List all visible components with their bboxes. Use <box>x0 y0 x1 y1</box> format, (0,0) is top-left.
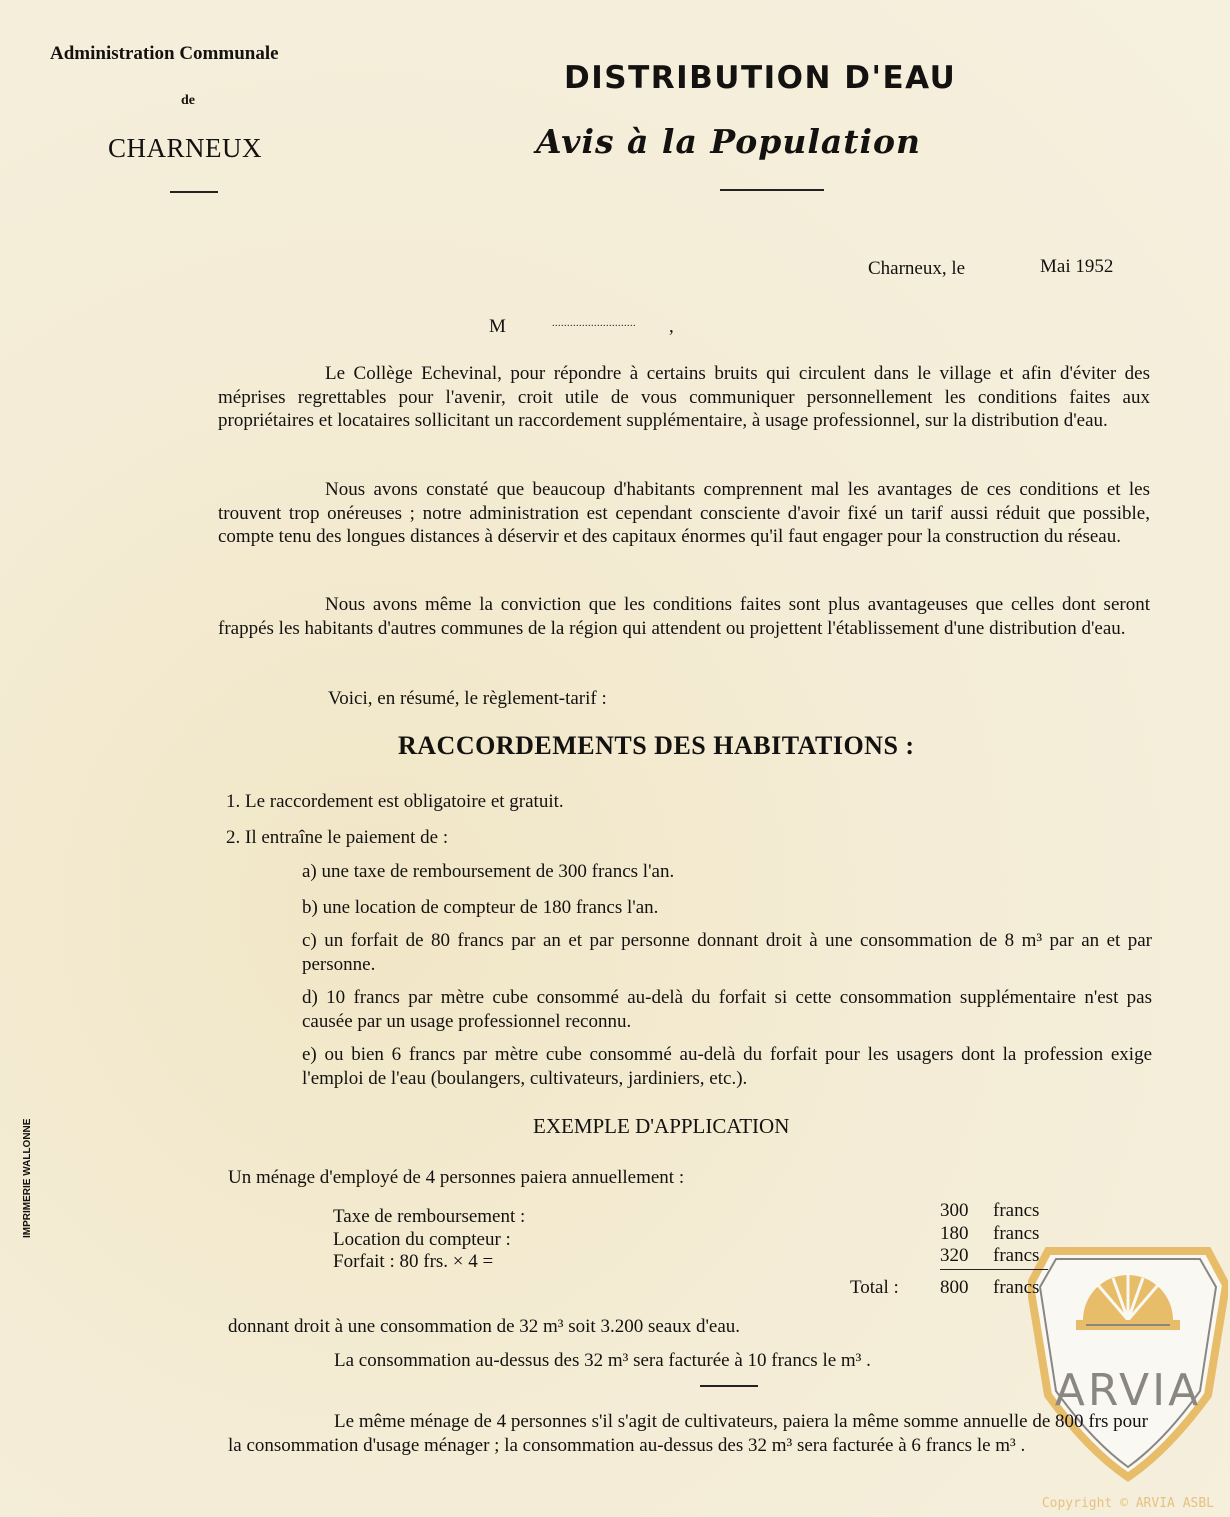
addressee-blank: ............................ <box>552 318 636 329</box>
dateline-date: Mai 1952 <box>1040 256 1114 277</box>
dateline-place: Charneux, le <box>868 258 966 279</box>
sum-rule <box>940 1269 1048 1270</box>
rule-1: 1. Le raccordement est obligatoire et gratuit. <box>226 791 564 812</box>
divider <box>170 191 218 193</box>
de-label: de <box>181 93 195 108</box>
rule-2: 2. Il entraîne le paiement de : <box>226 827 449 848</box>
sub-item-e: e) ou bien 6 francs par mètre cube consommé au-delà du forfait pour les usagers dont la profession exige l'emploi de l'eau (boulangers, cultivateurs, jardiniers, etc.). <box>302 1044 1153 1089</box>
printer-stamp: IMPRIMERIE WALLONNE <box>22 1118 33 1238</box>
administration-label: Administration Communale <box>50 43 279 64</box>
section-title: RACCORDEMENTS DES HABITATIONS : <box>398 731 915 760</box>
row-unit: francs <box>993 1223 1040 1244</box>
row-amount: 300 <box>940 1200 969 1221</box>
commune-name: CHARNEUX <box>108 133 263 163</box>
addressee-m: M <box>489 316 506 337</box>
row-label-location: Location du compteur : <box>333 1229 511 1250</box>
document-subtitle: Avis à la Population <box>536 122 922 161</box>
divider <box>720 189 824 191</box>
row-label-forfait: Forfait : 80 frs. × 4 = <box>333 1251 494 1272</box>
overage-text: La consommation au-dessus des 32 m³ sera facturée à 10 francs le m³ . <box>334 1350 871 1371</box>
addressee-comma: , <box>669 316 674 337</box>
svg-text:ARVIA: ARVIA <box>1054 1365 1202 1416</box>
consumption-text: donnant droit à une consommation de 32 m³ soit 3.200 seaux d'eau. <box>228 1316 740 1337</box>
sub-item-d: d) 10 francs par mètre cube consommé au-delà du forfait si cette consommation supplémentaire n'est pas causée par un usage professionnel reconnu. <box>302 987 1152 1032</box>
row-amount: 320 <box>940 1245 969 1266</box>
total-label: Total : <box>850 1277 899 1298</box>
row-label-taxe: Taxe de remboursement : <box>333 1206 526 1227</box>
divider <box>700 1385 758 1387</box>
paragraph-1: Le Collège Echevinal, pour répondre à certains bruits qui circulent dans le village et afin d'éviter des méprises regrettables pour l'avenir, croit utile de vous communiquer personnellement les conditions faites aux propriétaires et locataires sollicitant un raccordement supplémentaire, à usage professionnel, sur la distribution d'eau. <box>218 363 1150 431</box>
copyright-watermark: Copyright © ARVIA ASBL <box>1041 1496 1214 1511</box>
sub-item-b: b) une location de compteur de 180 francs l'an. <box>302 897 659 918</box>
paragraph-4: Voici, en résumé, le règlement-tarif : <box>328 688 607 709</box>
document-title: DISTRIBUTION D'EAU <box>564 60 957 96</box>
row-unit: francs <box>993 1245 1040 1266</box>
example-title: EXEMPLE D'APPLICATION <box>533 1114 790 1138</box>
total-amount: 800 <box>940 1277 969 1298</box>
farmers-text: Le même ménage de 4 personnes s'il s'agit de cultivateurs, paiera la même somme annuelle de 800 frs pour la consommation d'usage ménager ; la consommation au-dessus des 32 m³ sera facturée à 6 francs le m³ . <box>228 1411 1148 1456</box>
example-intro: Un ménage d'employé de 4 personnes paiera annuellement : <box>228 1167 685 1188</box>
sub-item-a: a) une taxe de remboursement de 300 francs l'an. <box>302 861 675 882</box>
total-unit: francs <box>993 1277 1040 1298</box>
row-amount: 180 <box>940 1223 969 1244</box>
row-unit: francs <box>993 1200 1040 1221</box>
paragraph-3: Nous avons même la conviction que les conditions faites sont plus avantageuses que celles dont seront frappés les habitants d'autres communes de la région qui attendent ou projettent l'établissement d'une distribution d'eau. <box>218 594 1150 639</box>
sub-item-c: c) un forfait de 80 francs par an et par personne donnant droit à une consommation de 8 m³ par an et par personne. <box>302 930 1152 975</box>
paragraph-2: Nous avons constaté que beaucoup d'habitants comprennent mal les avantages de ces conditions et les trouvent trop onéreuses ; notre administration est cependant consciente d'avoir fixé un tarif aussi réduit que possible, compte tenu des longues distances à déservir et des capitaux énormes qu'il faut engager pour la construction du réseau. <box>218 479 1150 547</box>
